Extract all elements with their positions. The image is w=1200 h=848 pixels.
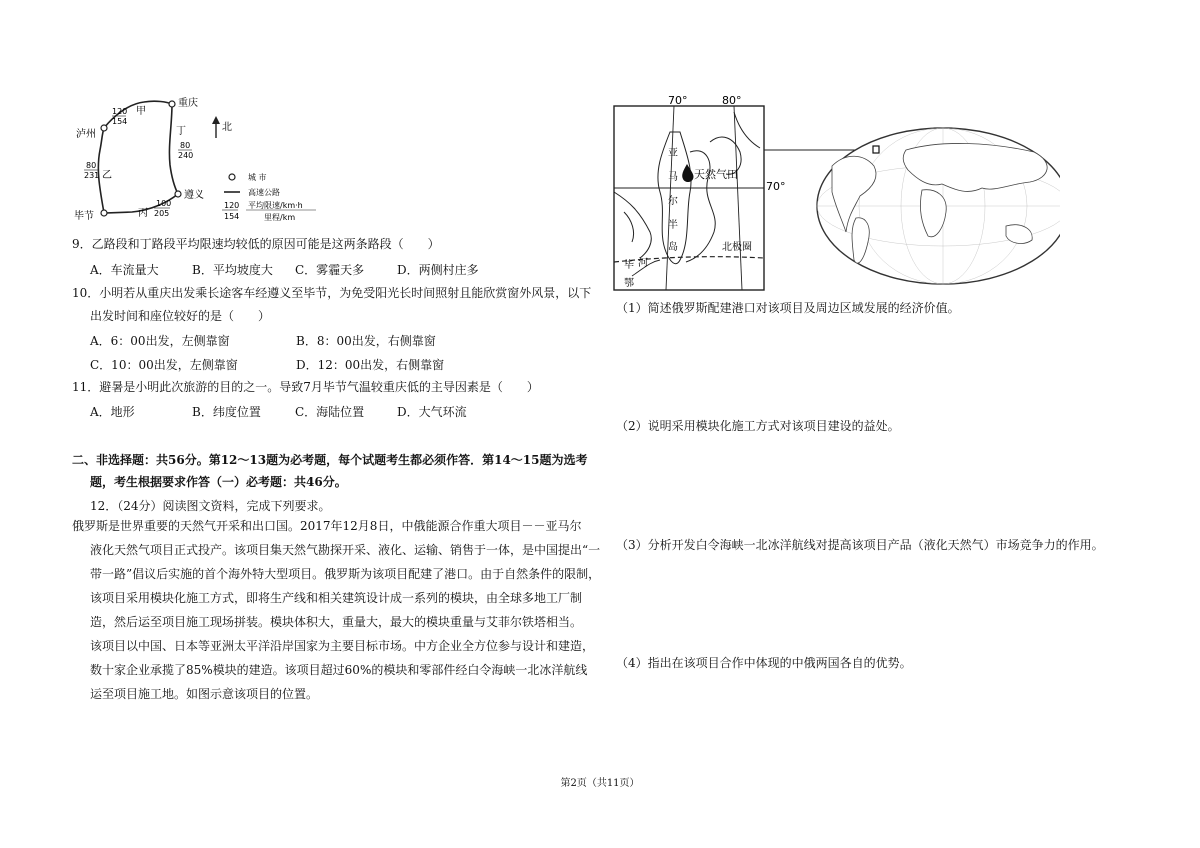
north-label: 北 [222,122,232,133]
highway-route [98,101,178,213]
question-9-option-a: A．车流量大 [90,263,159,277]
arctic-circle-label: 北极圈 [722,242,752,253]
page-footer: 第2页（共11页） [560,778,640,789]
segment-limit-ding: 80 [180,141,191,150]
peninsula-label: 尔 [668,196,678,207]
peninsula-label: 岛 [668,242,678,253]
question-12-part-1: （1）简述俄罗斯配建港口对该项目及周边区域发展的经济价值。 [616,301,960,315]
segment-label-yi: 乙 [102,170,112,181]
peninsula-label: 马 [668,172,678,183]
world-map [817,128,1060,284]
segment-label-jia: 甲 [136,106,146,117]
question-10-option-c: C．10：00出发，左侧靠窗 [90,358,238,372]
city-marker-luzhou [101,125,107,131]
question-9-option-b: B．平均坡度大 [192,263,273,277]
passage-line: 运至项目施工地。如图示意该项目的位置。 [90,687,319,701]
gas-field-label: 天然气田 [694,168,738,181]
segment-distance-jia: 154 [112,117,128,126]
segment-distance-ding: 240 [178,151,194,160]
question-9-stem: 9．乙路段和丁路段平均限速均较低的原因可能是这两条路段（ ） [72,237,440,251]
segment-limit-jia: 120 [112,107,128,116]
city-marker-bijie [101,210,107,216]
question-9-option-c: C．雾霾天多 [295,263,365,277]
segment-label-ding: 丁 [176,126,186,137]
passage-line: 带一路”倡议后实施的首个海外特大型项目。俄罗斯为该项目配建了港口。由于自然条件的限制， [90,567,601,581]
yamal-location-map [610,92,1060,292]
longitude-label-70: 70° [668,94,688,107]
question-10-option-d: D．12：00出发，右侧靠窗 [296,358,445,372]
section-2-heading-line1: 二、非选择题：共56分。第12～13题为必考题，每个试题考生都必须作答．第14～15题为选考 [72,453,588,467]
question-10-option-a: A．6：00出发，左侧靠窗 [90,334,230,348]
question-11-option-c: C．海陆位置 [295,405,365,419]
question-12-part-2: （2）说明采用模块化施工方式对该项目建设的益处。 [616,419,900,433]
passage-line: 数十家企业承揽了85%模块的建造。该项目超过60%的模块和零部件经白令海峡一北冰洋航线 [90,663,588,677]
passage-line: 俄罗斯是世界重要的天然气开采和出口国。2017年12月8日，中俄能源合作重大项目－－亚马尔 [72,519,582,533]
question-10-option-b: B．8：00出发，右侧靠窗 [296,334,436,348]
river-label: 河 [638,258,648,269]
question-10-stem-line2: 出发时间和座位较好的是（ ） [90,309,271,323]
question-10-stem-line1: 10．小明若从重庆出发乘长途客车经遵义至毕节，为免受阳光长时间照射且能欣赏窗外风景，以下 [72,286,592,300]
longitude-label-80: 80° [722,94,742,107]
peninsula-label: 半 [668,220,678,231]
city-label-zunyi: 遵义 [184,190,204,201]
question-12-part-4: （4）指出在该项目合作中体现的中俄两国各自的优势。 [616,656,912,670]
latitude-label-70: 70° [766,180,786,193]
legend-sample-limit: 120 [224,201,240,210]
legend-limit-unit: 平均限速/km·h [248,201,303,210]
city-label-bijie: 毕节 [74,211,94,222]
question-11-option-b: B．纬度位置 [192,405,261,419]
legend-sample-distance: 154 [224,212,240,221]
question-11-option-a: A．地形 [90,405,135,419]
city-label-chongqing: 重庆 [178,98,198,109]
segment-distance-yi: 231 [84,171,100,180]
legend-city-icon [229,174,235,180]
question-11-stem: 11．避暑是小明此次旅游的目的之一。导致7月毕节气温较重庆低的主导因素是（ ） [72,380,539,394]
segment-limit-yi: 80 [86,161,97,170]
passage-line: 该项目采用模块化施工方式，即将生产线和相关建筑设计成一系列的模块，由全球多地工厂制 [90,591,583,605]
passage-line: 造，然后运至项目施工现场拼装。模块体积大，重量大，最大的模块重量与艾菲尔铁塔相当。 [90,615,583,629]
north-arrow-icon [212,116,220,138]
segment-label-bing: 丙 [138,208,148,219]
route-map [72,90,332,230]
question-11-option-d: D．大气环流 [397,405,467,419]
legend-city-label: 城 市 [248,173,267,182]
city-marker-chongqing [169,101,175,107]
segment-distance-bing: 205 [154,209,170,218]
passage-line: 该项目以中国、日本等亚洲太平洋沿岸国家为主要目标市场。中方企业全方位参与设计和建造， [90,639,595,653]
question-12-stem: 12．（24分）阅读图文资料，完成下列要求。 [90,499,331,513]
legend-highway-label: 高速公路 [248,188,280,197]
question-9-option-d: D．两侧村庄多 [397,263,479,277]
passage-line: 液化天然气项目正式投产。该项目集天然气勘探开采、液化、运输、销售于一体，是中国提出“一 [90,543,601,557]
question-12-passage [72,514,600,706]
city-label-luzhou: 泸州 [76,129,96,140]
segment-limit-bing: 100 [156,199,172,208]
section-2-heading-line2: 题，考生根据要求作答（一）必考题：共46分。 [90,475,347,489]
legend-distance-unit: 里程/km [264,213,296,222]
river-label: 毕 [624,260,634,271]
peninsula-label: 亚 [668,148,678,159]
question-12-part-3: （3）分析开发白令海峡一北冰洋航线对提高该项目产品（液化天然气）市场竞争力的作用。 [616,538,1104,552]
ob-label: 鄂 [624,278,634,289]
city-marker-zunyi [175,191,181,197]
yamal-location-marker [873,146,879,153]
